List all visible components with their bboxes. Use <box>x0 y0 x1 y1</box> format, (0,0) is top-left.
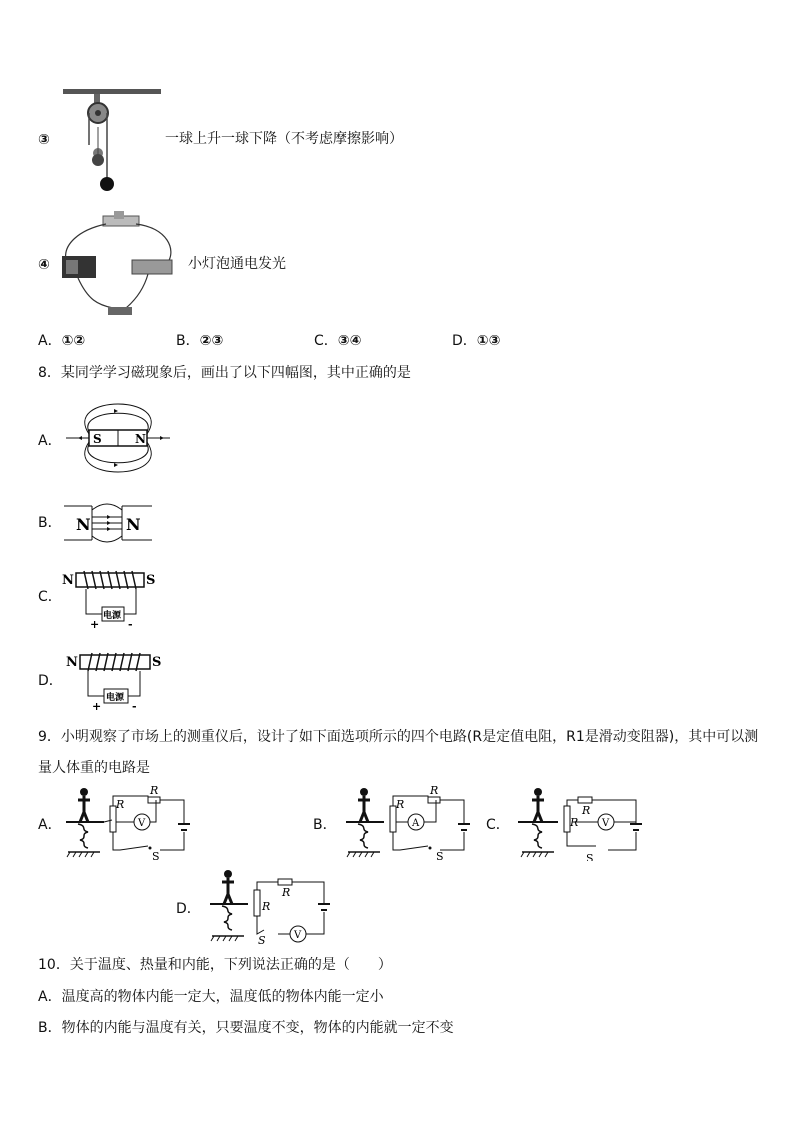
bar-magnet-field-figure <box>64 402 174 474</box>
solenoid-c-source-label: 电源 <box>103 611 122 621</box>
q10-stem: 10．关于温度、热量和内能，下列说法正确的是（ ） <box>38 957 392 973</box>
q9-stem-line1: 9．小明观察了市场上的测重仪后，设计了如下面选项所示的四个电路(R是定值电阻，R1是滑动变阻器)，其中可以测 <box>38 729 759 745</box>
circuit-d-figure <box>204 868 339 946</box>
q7-option-a[interactable]: A．①② <box>38 333 86 349</box>
svg-text:+: + <box>90 618 100 630</box>
solenoid-c-left-pole: N <box>62 573 74 588</box>
solenoid-d-figure <box>66 650 166 712</box>
svg-text:R: R <box>582 804 591 817</box>
magnet-b-left-pole: N <box>76 515 91 534</box>
pulley-figure <box>58 85 168 195</box>
q8-option-a[interactable]: A． <box>38 433 62 449</box>
svg-text:A: A <box>412 818 420 829</box>
q9-option-b[interactable]: B． <box>313 817 337 833</box>
svg-text:R: R <box>262 900 271 913</box>
circuit-b-figure <box>340 786 475 861</box>
q7-option-c[interactable]: C．③④ <box>314 333 362 349</box>
svg-text:S: S <box>436 850 444 861</box>
circuit-c-figure <box>512 786 647 861</box>
q10-option-b[interactable]: B．物体的内能与温度有关，只要温度不变，物体的内能就一定不变 <box>38 1020 454 1036</box>
q7-option-d[interactable]: D．①③ <box>452 333 501 349</box>
solenoid-c-right-pole: S <box>146 573 156 588</box>
svg-text:R: R <box>282 886 291 899</box>
solenoid-d-left-pole: N <box>66 655 78 670</box>
svg-text:R: R <box>396 798 405 811</box>
item3-caption: 一球上升一球下降（不考虑摩擦影响） <box>165 131 403 147</box>
solenoid-d-source-label: 电源 <box>106 693 125 703</box>
solenoid-c-figure <box>62 568 162 630</box>
svg-text:V: V <box>138 818 146 829</box>
q9-option-a[interactable]: A． <box>38 817 62 833</box>
svg-text:V: V <box>294 930 302 941</box>
svg-text:-: - <box>132 700 137 712</box>
lightbulb-circuit-figure <box>58 210 183 322</box>
q9-option-c[interactable]: C． <box>486 817 510 833</box>
svg-text:S: S <box>152 850 160 861</box>
svg-text:S: S <box>586 852 594 861</box>
item4-marker: ④ <box>38 257 50 273</box>
item4-caption: 小灯泡通电发光 <box>188 256 286 272</box>
magnet-b-right-pole: N <box>126 515 141 534</box>
svg-text:S: S <box>258 934 266 946</box>
magnet-a-left-pole: S <box>93 432 102 446</box>
magnet-a-right-pole: N <box>135 432 146 446</box>
svg-text:R: R <box>430 786 439 797</box>
circuit-a-figure <box>60 786 195 861</box>
q10-option-a[interactable]: A．温度高的物体内能一定大，温度低的物体内能一定小 <box>38 989 384 1005</box>
item3-marker: ③ <box>38 132 50 148</box>
q8-option-c[interactable]: C． <box>38 589 62 605</box>
svg-text:V: V <box>602 818 610 829</box>
svg-text:+: + <box>92 700 102 712</box>
two-magnets-field-figure <box>64 500 154 550</box>
q8-stem: 8．某同学学习磁现象后，画出了以下四幅图，其中正确的是 <box>38 365 411 381</box>
svg-text:R: R <box>150 786 159 797</box>
svg-text:R: R <box>570 816 579 829</box>
q7-option-b[interactable]: B．②③ <box>176 333 224 349</box>
svg-text:R: R <box>116 798 125 811</box>
q8-option-b[interactable]: B． <box>38 515 62 531</box>
solenoid-d-right-pole: S <box>152 655 162 670</box>
q9-stem-line2: 量人体重的电路是 <box>38 760 150 776</box>
svg-text:-: - <box>128 618 133 630</box>
q8-option-d[interactable]: D． <box>38 673 63 689</box>
q9-option-d[interactable]: D． <box>176 901 201 917</box>
